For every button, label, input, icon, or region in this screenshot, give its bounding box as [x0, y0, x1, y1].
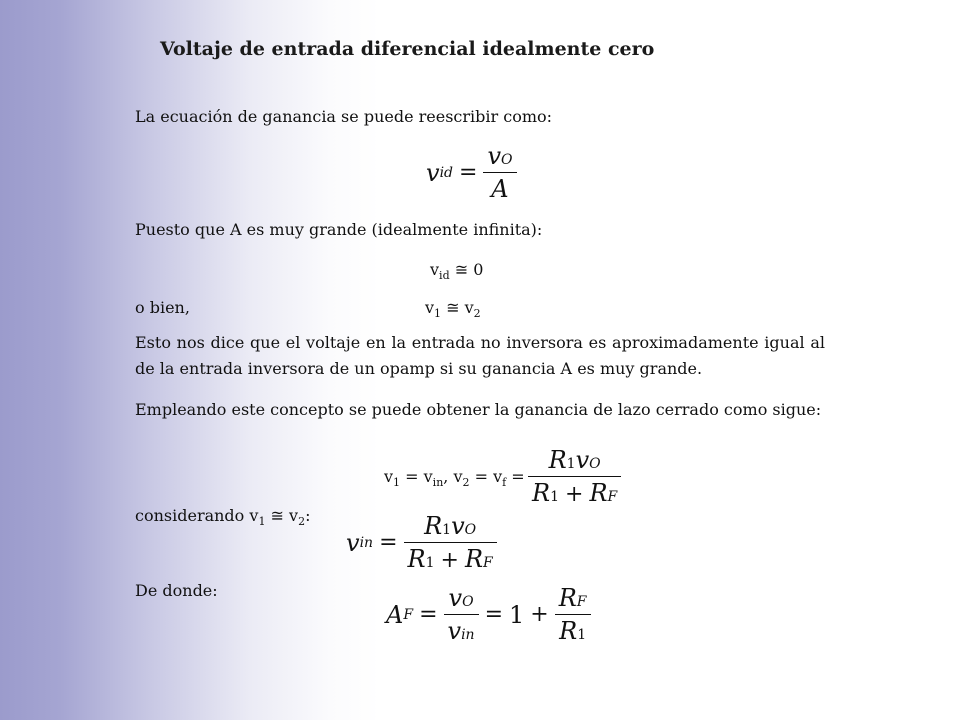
var-v: v	[426, 158, 440, 187]
sub-o: O	[589, 456, 601, 472]
equation-vin	[346, 512, 497, 573]
var-r: R	[532, 479, 551, 507]
equation-af	[386, 584, 591, 645]
a-sub: 1	[393, 476, 401, 490]
sub-1: 1	[566, 456, 576, 472]
pre: considerando v	[135, 506, 259, 525]
var-v: v	[448, 584, 463, 612]
equation-vid	[426, 142, 517, 203]
v2: v	[464, 298, 474, 317]
var-r: R	[558, 584, 577, 612]
var-v: v	[346, 528, 360, 557]
plus-sign: +	[530, 602, 549, 627]
var-r: R	[464, 545, 484, 573]
sub-f: F	[607, 489, 618, 505]
sub-1: 1	[442, 522, 452, 538]
plus-sign: +	[565, 482, 584, 507]
paragraph-closed-loop: Empleando este concepto se puede obtener la ganancia de lazo cerrado como sigue:	[135, 400, 822, 419]
fraction-r1vo-over-r1-rf-2	[404, 512, 497, 573]
sub-f: F	[576, 594, 587, 610]
vid-approx-zero	[430, 257, 483, 289]
equation-substitutions	[384, 464, 525, 496]
sub-o: O	[462, 594, 474, 610]
mid: ≅ v	[265, 506, 299, 525]
s2: 2	[298, 515, 306, 529]
post: :	[305, 506, 311, 525]
equals-sign: =	[484, 602, 503, 627]
fraction-rf-over-r1	[555, 584, 591, 645]
c: , v	[443, 467, 463, 486]
o-bien-label: o bien,	[135, 298, 190, 317]
paragraph-a-large: Puesto que A es muy grande (idealmente infinita):	[135, 220, 543, 239]
a: v	[384, 467, 394, 486]
v: v	[430, 260, 440, 279]
var-r: R	[548, 446, 567, 474]
paragraph-gain-rewrite: La ecuación de ganancia se puede reescribir como:	[135, 107, 553, 126]
v1-approx-v2	[425, 295, 481, 327]
s1: 1	[258, 515, 266, 529]
sub-id: id	[439, 164, 454, 181]
considerando-label	[135, 503, 310, 535]
s2: 2	[473, 307, 481, 321]
sub-in: in	[359, 534, 374, 551]
var-v: v	[575, 446, 590, 474]
sub-o: O	[501, 152, 513, 168]
var-v: v	[451, 512, 465, 540]
var-r: R	[589, 479, 608, 507]
sub-1: 1	[425, 555, 435, 571]
sub-1: 1	[550, 489, 559, 505]
var-r: R	[407, 545, 426, 573]
s1: 1	[434, 307, 442, 321]
sub-1: 1	[577, 627, 587, 643]
rel: ≅	[441, 298, 465, 317]
equals-sign: =	[459, 160, 478, 185]
sub-f: F	[403, 606, 414, 623]
var-v: v	[487, 142, 502, 170]
fraction-vo-over-vin	[444, 584, 479, 645]
sub-o: O	[464, 522, 477, 538]
c-sub: 2	[462, 476, 470, 490]
var-a: A	[491, 175, 509, 203]
paragraph-inputs-equal: Esto nos dice que el voltaje en la entrada no inversora es aproximadamente igual al de la entrada inversora de un opamp si su ganancia A es muy grande.	[135, 333, 825, 378]
var-a: A	[386, 600, 404, 629]
sub: id	[439, 269, 450, 283]
equals-sign: =	[419, 602, 438, 627]
equals-sign: =	[379, 530, 398, 555]
d-sub: f	[502, 476, 507, 490]
b: = v	[400, 467, 433, 486]
page-title: Voltaje de entrada diferencial idealmente cero	[160, 38, 655, 60]
var-r: R	[424, 512, 443, 540]
fraction-vo-over-a	[483, 142, 516, 203]
plus-sign: +	[440, 548, 459, 573]
v1: v	[425, 298, 435, 317]
var-v: v	[447, 617, 462, 645]
number-one: 1	[509, 600, 525, 629]
sub-f: F	[483, 555, 493, 571]
e: =	[506, 467, 525, 486]
fraction-r1vo-over-r1-rf-1	[528, 446, 621, 507]
rel: ≅ 0	[449, 260, 484, 279]
b-sub: in	[432, 476, 444, 490]
d: = v	[469, 467, 503, 486]
sub-in: in	[461, 627, 475, 643]
var-r: R	[559, 617, 578, 645]
de-donde-label: De donde:	[135, 581, 218, 600]
